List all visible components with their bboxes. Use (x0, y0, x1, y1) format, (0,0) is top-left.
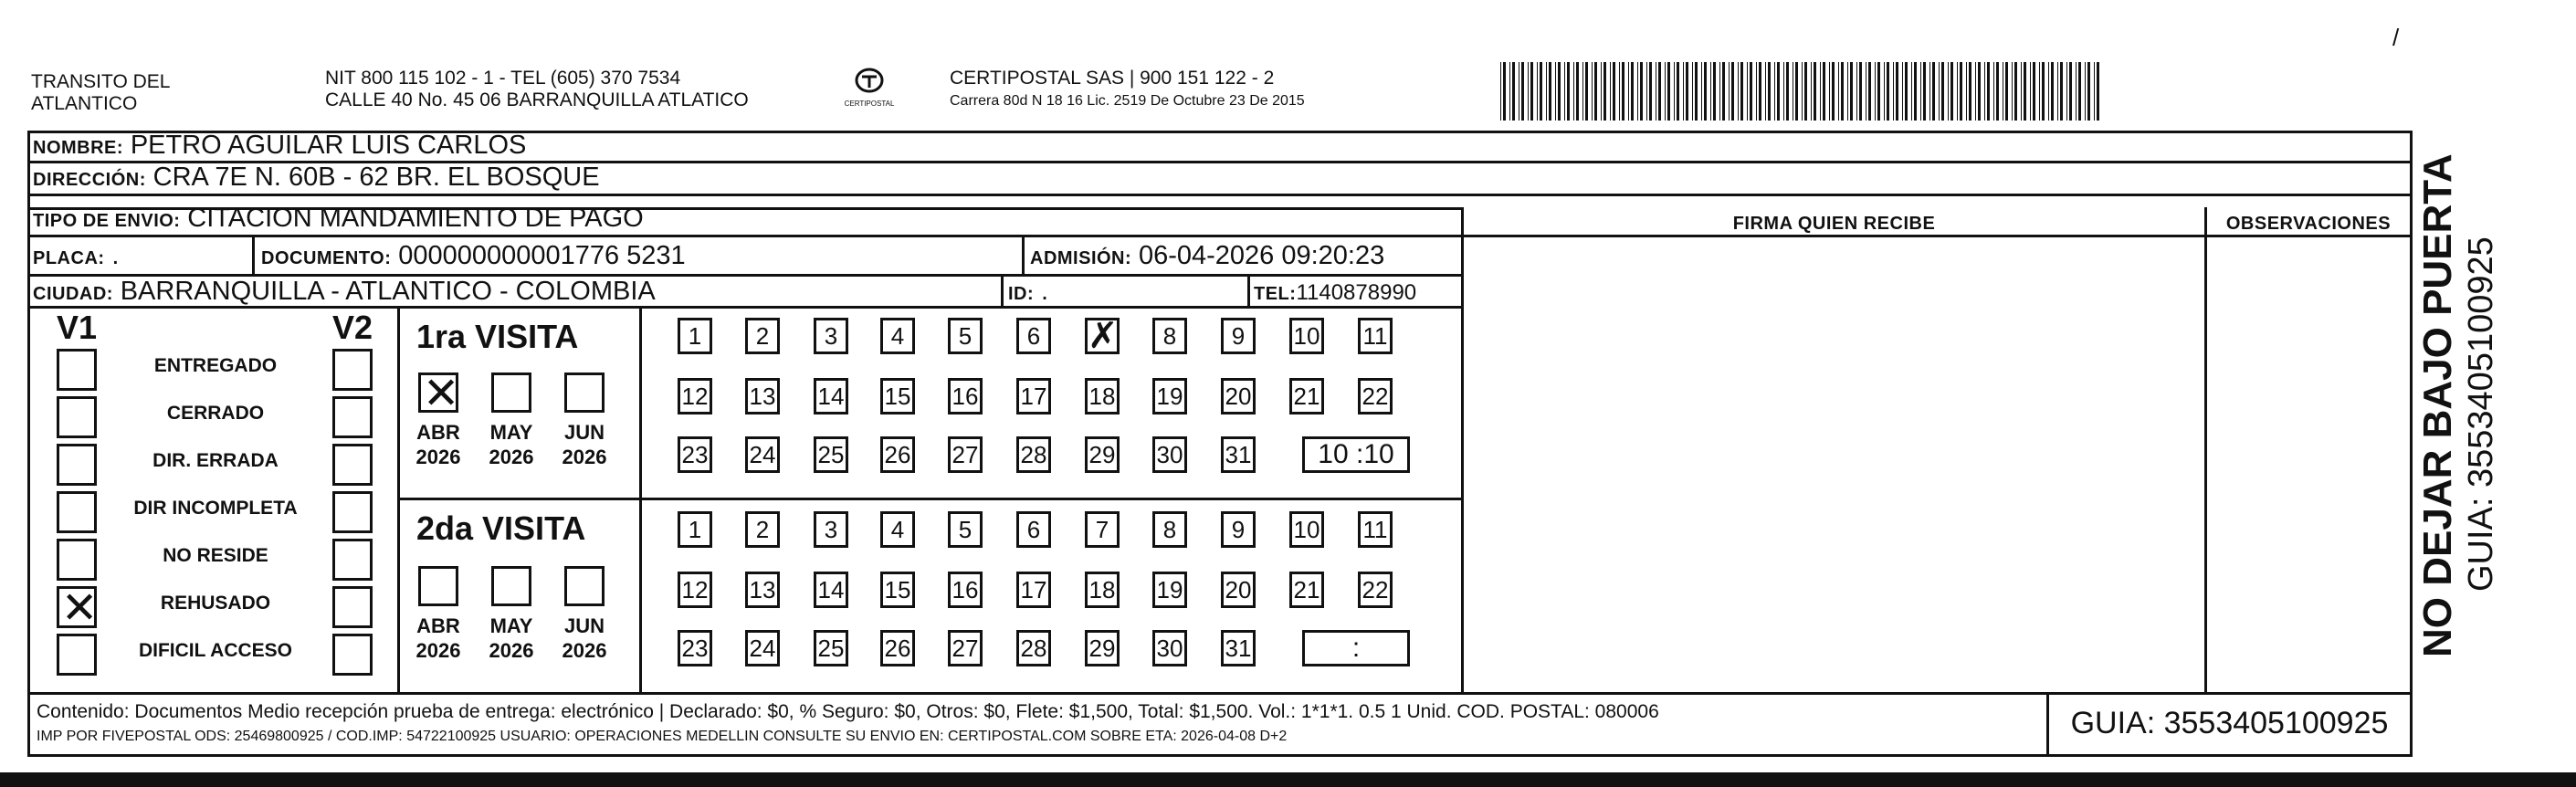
month-year: 2026 (415, 639, 461, 662)
firma-label: FIRMA QUIEN RECIBE (1732, 214, 1936, 234)
no-dejar-bajo-puerta: NO DEJAR BAJO PUERTA (2415, 153, 2460, 657)
month-year: 2026 (562, 446, 607, 468)
month-label (484, 614, 539, 663)
day-box[interactable]: 12 (678, 378, 712, 414)
v1-checkbox[interactable] (57, 491, 97, 533)
v1-checkbox[interactable] (57, 634, 97, 676)
day-box[interactable]: 26 (880, 630, 915, 666)
day-box[interactable]: 24 (745, 436, 780, 473)
day-box[interactable]: 17 (1016, 378, 1051, 414)
v1-checkbox[interactable] (57, 349, 97, 391)
day-box[interactable]: 5 (948, 318, 983, 354)
day-box[interactable]: 19 (1152, 572, 1187, 608)
status-label: NO RESIDE (163, 545, 268, 566)
check-mark-icon: ✗ (1088, 316, 1119, 356)
status-label: CERRADO (166, 403, 265, 424)
day-box[interactable]: 4 (880, 511, 915, 548)
day-box[interactable]: 13 (745, 572, 780, 608)
month-checkbox[interactable] (491, 566, 531, 606)
day-box[interactable]: 11 (1358, 511, 1393, 548)
day-box[interactable]: 1 (678, 511, 712, 548)
observaciones-label: OBSERVACIONES (2225, 214, 2392, 234)
day-box[interactable]: 23 (678, 630, 712, 666)
day-box[interactable]: 16 (948, 378, 983, 414)
day-box[interactable]: 11 (1358, 318, 1393, 354)
day-box[interactable]: 14 (814, 378, 848, 414)
day-box[interactable]: 4 (880, 318, 915, 354)
day-box[interactable]: 25 (814, 436, 848, 473)
month-label (557, 614, 612, 663)
v2-checkbox[interactable] (332, 634, 373, 676)
month-year: 2026 (562, 639, 607, 662)
day-box[interactable]: 6 (1016, 318, 1051, 354)
time-box[interactable]: : (1302, 630, 1410, 666)
day-box[interactable]: 24 (745, 630, 780, 666)
month-checkbox[interactable] (418, 566, 458, 606)
day-box[interactable]: 2 (745, 511, 780, 548)
admision-field: ADMISIÓN: 06-04-2026 09:20:23 (1030, 241, 1385, 270)
month-name: ABR (416, 614, 460, 637)
day-box[interactable]: 28 (1016, 630, 1051, 666)
month-checkbox[interactable] (564, 566, 605, 606)
side-guia: GUIA: 3553405100925 (2462, 236, 2500, 592)
day-box[interactable]: 3 (814, 318, 848, 354)
day-box[interactable]: 2 (745, 318, 780, 354)
day-box[interactable]: 30 (1152, 630, 1187, 666)
day-box[interactable]: 21 (1289, 378, 1324, 414)
day-box[interactable]: 21 (1289, 572, 1324, 608)
month-name: MAY (489, 614, 533, 637)
day-box[interactable]: 20 (1221, 378, 1256, 414)
v2-checkbox[interactable] (332, 349, 373, 391)
month-name: MAY (489, 421, 533, 444)
month-label (557, 420, 612, 469)
direccion-field: DIRECCIÓN: CRA 7E N. 60B - 62 BR. EL BOSQUE (33, 163, 600, 192)
day-box[interactable]: 14 (814, 572, 848, 608)
visit2-title: 2da VISITA (416, 509, 586, 547)
tipo-envio-field: TIPO DE ENVIO: CITACION MANDAMIENTO DE PAGO (33, 204, 644, 233)
day-box[interactable]: 31 (1221, 436, 1256, 473)
time-box[interactable]: 10 :10 (1302, 436, 1410, 473)
status-label: DIR. ERRADA (152, 450, 279, 471)
side-text (2414, 146, 2500, 657)
issuer-contact: NIT 800 115 102 - 1 - TEL (605) 370 7534 CALLE 40 No. 45 06 BARRANQUILLA ATLATICO (325, 68, 749, 110)
svg-text:CERTIPOSTAL: CERTIPOSTAL (844, 100, 895, 108)
day-box[interactable]: 29 (1085, 436, 1120, 473)
month-name: JUN (563, 421, 605, 444)
day-box[interactable]: 30 (1152, 436, 1187, 473)
status-label: REHUSADO (160, 593, 271, 614)
id-field: ID: . (1008, 277, 1049, 306)
day-box[interactable]: 23 (678, 436, 712, 473)
visit1-title: 1ra VISITA (416, 318, 579, 355)
day-box[interactable]: 15 (880, 572, 915, 608)
day-box[interactable]: 18 (1085, 378, 1120, 414)
day-box[interactable]: 29 (1085, 630, 1120, 666)
month-label (411, 614, 466, 663)
day-box[interactable] (1085, 318, 1120, 354)
day-box[interactable]: 9 (1221, 318, 1256, 354)
v2-checkbox[interactable] (332, 491, 373, 533)
guia-box: GUIA: 3553405100925 (2070, 706, 2389, 740)
certipostal-logo (833, 66, 906, 113)
month-name: ABR (416, 421, 460, 444)
nombre-field: NOMBRE: PETRO AGUILAR LUIS CARLOS (33, 131, 527, 160)
day-box[interactable]: 8 (1152, 511, 1187, 548)
ciudad-field: CIUDAD: BARRANQUILLA - ATLANTICO - COLOMBIA (33, 277, 656, 306)
day-box[interactable]: 10 (1289, 318, 1324, 354)
bottom-edge (0, 772, 2576, 787)
v2-checkbox[interactable] (332, 539, 373, 581)
footer-imp-line: IMP POR FIVEPOSTAL ODS: 25469800925 / COD.IMP: 54722100925 USUARIO: OPERACIONES MEDELLIN CONSULTE SU ENVIO EN: CERTIPOSTAL.COM SOBRE ETA: 2026-04-08 D+2 (37, 729, 1288, 744)
month-checkbox[interactable] (564, 373, 605, 413)
footer-content-line: Contenido: Documentos Medio recepción prueba de entrega: electrónico | Declarado: $0, % Seguro: $0, Otros: $0, Flete: $1,500, Total: $1,500. Vol.: 1*1*1. 0.5 1 Unid. COD. POSTAL: 080006 (37, 701, 1659, 722)
day-box[interactable]: 7 (1085, 511, 1120, 548)
tel-field: TEL:1140878990 (1254, 280, 1417, 305)
day-box[interactable]: 13 (745, 378, 780, 414)
check-mark-icon: ✕ (423, 370, 460, 418)
v1-label: V1 (57, 309, 98, 346)
day-box[interactable]: 10 (1289, 511, 1324, 548)
day-box[interactable]: 27 (948, 436, 983, 473)
day-box[interactable]: 31 (1221, 630, 1256, 666)
day-box[interactable]: 6 (1016, 511, 1051, 548)
v1-checkbox[interactable] (57, 584, 99, 633)
day-box[interactable]: 17 (1016, 572, 1051, 608)
day-box[interactable]: 22 (1358, 572, 1393, 608)
day-box[interactable]: 28 (1016, 436, 1051, 473)
v2-checkbox[interactable] (332, 444, 373, 486)
day-box[interactable]: 3 (814, 511, 848, 548)
day-box[interactable]: 18 (1085, 572, 1120, 608)
month-label (411, 420, 466, 469)
status-label: ENTREGADO (153, 355, 278, 376)
day-box[interactable]: 20 (1221, 572, 1256, 608)
v1-checkbox[interactable] (57, 396, 97, 438)
month-checkbox[interactable] (418, 370, 460, 418)
v1-checkbox[interactable] (57, 539, 97, 581)
pen-mark: / (2392, 24, 2400, 51)
day-box[interactable]: 5 (948, 511, 983, 548)
day-box[interactable]: 27 (948, 630, 983, 666)
day-box[interactable]: 19 (1152, 378, 1187, 414)
status-label: DIR INCOMPLETA (133, 498, 298, 519)
day-box[interactable]: 26 (880, 436, 915, 473)
v2-checkbox[interactable] (332, 586, 373, 628)
month-checkbox[interactable] (491, 373, 531, 413)
issuer-name: TRANSITO DEL ATLANTICO (31, 71, 171, 114)
month-label (484, 420, 539, 469)
v2-label: V2 (332, 309, 373, 346)
month-year: 2026 (415, 446, 461, 468)
v1-checkbox[interactable] (57, 444, 97, 486)
day-box[interactable]: 8 (1152, 318, 1187, 354)
v2-checkbox[interactable] (332, 396, 373, 438)
day-box[interactable]: 15 (880, 378, 915, 414)
day-box[interactable]: 12 (678, 572, 712, 608)
placa-field: PLACA: . (33, 241, 120, 270)
month-year: 2026 (489, 639, 534, 662)
day-box[interactable]: 9 (1221, 511, 1256, 548)
documento-field: DOCUMENTO: 000000000001776 5231 (261, 241, 686, 270)
status-label: DIFICIL ACCESO (138, 640, 292, 661)
barcode (1500, 62, 2108, 121)
courier-info: CERTIPOSTAL SAS | 900 151 122 - 2 Carrera 80d N 18 16 Lic. 2519 De Octubre 23 De 2015 (950, 68, 1305, 109)
day-box[interactable]: 16 (948, 572, 983, 608)
day-box[interactable]: 22 (1358, 378, 1393, 414)
check-mark-icon: ✕ (61, 584, 99, 633)
day-box[interactable]: 1 (678, 318, 712, 354)
day-box[interactable]: 25 (814, 630, 848, 666)
month-year: 2026 (489, 446, 534, 468)
month-name: JUN (563, 614, 605, 637)
